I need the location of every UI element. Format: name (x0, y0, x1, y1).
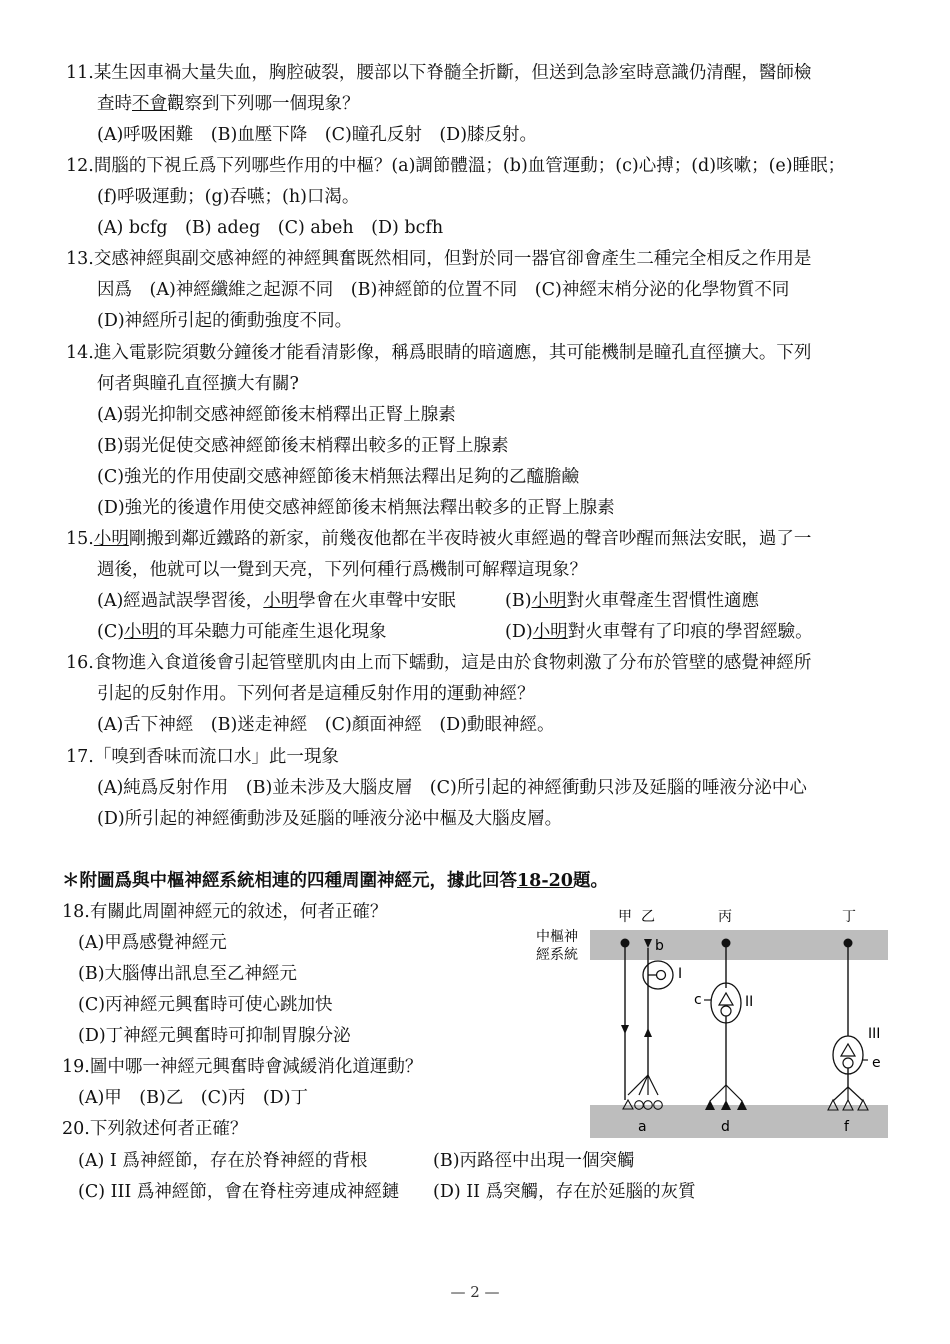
q20-option-b: (B)丙路徑中出現一個突觸 (433, 1151, 635, 1171)
q15-d-suffix: 對火車聲有了印痕的學習經驗。 (567, 622, 813, 642)
q18-option-c: (C)丙神經元興奮時可使心跳加快 (78, 995, 333, 1015)
q15-option-d (505, 621, 813, 643)
label-I: I (678, 966, 683, 982)
q15-d-prefix: (D) (505, 622, 533, 642)
q18-option-d: (D)丁神經元興奮時可抑制胃腺分泌 (78, 1026, 351, 1046)
q15-option-c (97, 621, 387, 643)
section-instruction (62, 870, 608, 892)
q11-line2 (97, 93, 360, 115)
q15-b-suffix: 對火車聲產生習慣性適應 (566, 591, 760, 611)
q15-line2: 週後，他就可以一覺到天亮，下列何種行爲機制可解釋這現象？ (97, 560, 587, 580)
q14-option-b: (B)弱光促使交感神經節後末梢釋出較多的正腎上腺素 (97, 436, 509, 456)
neuron-bing (704, 939, 747, 1111)
section-pre: ＊附圖爲與中樞神經系統相連的四種周圍神經元，據此回答 (62, 871, 517, 891)
neuron-yi (623, 939, 673, 1109)
neuron-jia (621, 939, 630, 1101)
q12-line1: 12.間腦的下視丘爲下列哪些作用的中樞？(a)調節體溫；(b)血管運動；(c)心搏；(d)咳嗽；(e)睡眠； (66, 156, 846, 176)
q13-line3: (D)神經所引起的衝動強度不同。 (97, 311, 353, 331)
neuron-ding (828, 939, 868, 1111)
q15-a-suffix: 學會在火車聲中安眠 (298, 591, 456, 611)
q11-text-b: 觀察到下列哪一個現象？ (167, 94, 360, 114)
q16-options: (A)舌下神經 (B)迷走神經 (C)顏面神經 (D)動眼神經。 (97, 715, 555, 735)
q15-d-name: 小明 (532, 622, 568, 642)
label-f: f (844, 1119, 849, 1135)
q15-b-prefix: (B) (505, 591, 532, 611)
q15-line1 (66, 528, 811, 550)
q15-c-name: 小明 (124, 622, 160, 642)
q17-line1: 17.「嗅到香味而流口水」此一現象 (66, 747, 339, 767)
q15-number: 15. (66, 529, 94, 549)
q18-option-b: (B)大腦傳出訊息至乙神經元 (78, 964, 298, 984)
q18-line1: 18.有關此周圍神經元的敘述，何者正確？ (62, 902, 388, 922)
label-a: a (638, 1119, 647, 1135)
q20-option-a: (A) I 爲神經節，存在於脊神經的背根 (78, 1151, 368, 1171)
q11-underlined: 不會 (132, 94, 167, 114)
q11-line1: 11.某生因車禍大量失血，胸腔破裂，腰部以下脊髓全折斷，但送到急診室時意識仍清醒，醫師檢 (66, 63, 812, 83)
page-number: — 2 — (450, 1283, 500, 1301)
label-III: III (868, 1026, 881, 1042)
q13-line2: 因爲 (A)神經纖維之起源不同 (B)神經節的位置不同 (C)神經末梢分泌的化學物質不同 (97, 280, 790, 300)
cns-label-line1: 中樞神 (536, 929, 578, 945)
q11-text-a: 查時 (97, 94, 132, 114)
label-b: b (655, 938, 664, 954)
q17-option-d: (D)所引起的神經衝動涉及延腦的唾液分泌中樞及大腦皮層。 (97, 809, 563, 829)
q13-line1: 13.交感神經與副交感神經的神經興奮既然相同，但對於同一器官卻會產生二種完全相反之作用是 (66, 249, 812, 269)
q19-options: (A)甲 (B)乙 (C)丙 (D)丁 (78, 1088, 309, 1108)
label-yi: 乙 (641, 909, 655, 925)
label-c: c (694, 992, 702, 1008)
q15-name: 小明 (93, 529, 129, 549)
label-d: d (721, 1119, 730, 1135)
q17-option-abc: (A)純爲反射作用 (B)並未涉及大腦皮層 (C)所引起的神經衝動只涉及延腦的唾液分泌中心 (97, 778, 807, 798)
section-post: 題。 (572, 871, 608, 891)
q14-line1: 14.進入電影院須數分鐘後才能看清影像，稱爲眼睛的暗適應，其可能機制是瞳孔直徑擴大。下列 (66, 343, 812, 363)
q15-a-name: 小明 (263, 591, 299, 611)
q12-options: (A) bcfg (B) adeg (C) abeh (D) bcfh (97, 218, 444, 238)
label-e: e (872, 1055, 881, 1071)
q20-option-d: (D) II 爲突觸，存在於延腦的灰質 (433, 1182, 696, 1202)
cns-label-line2: 經系統 (536, 947, 578, 963)
q19-line1: 19.圖中哪一神經元興奮時會減緩消化道運動？ (62, 1057, 423, 1077)
q12-line2: (f)呼吸運動；(g)吞嚥；(h)口渴。 (97, 187, 360, 207)
q16-line2: 引起的反射作用。下列何者是這種反射作用的運動神經？ (97, 684, 535, 704)
label-II: II (745, 994, 754, 1010)
label-ding: 丁 (842, 909, 856, 925)
q14-line2: 何者與瞳孔直徑擴大有關? (97, 374, 299, 394)
section-range: 18-20 (517, 871, 573, 891)
q15-text: 剛搬到鄰近鐵路的新家，前幾夜他都在半夜時被火車經過的聲音吵醒而無法安眠，過了一 (128, 529, 812, 549)
q15-option-a (97, 590, 456, 612)
label-jia: 甲 (618, 909, 632, 925)
cns-band (590, 930, 888, 960)
q20-option-c: (C) III 爲神經節，會在脊柱旁連成神經鏈 (78, 1182, 400, 1202)
neuron-figure (532, 905, 892, 1145)
q15-c-suffix: 的耳朵聽力可能產生退化現象 (159, 622, 387, 642)
q18-option-a: (A)甲爲感覺神經元 (78, 933, 227, 953)
q15-b-name: 小明 (531, 591, 567, 611)
q15-a-prefix: (A)經過試誤學習後， (97, 591, 264, 611)
q20-line1: 20.下列敘述何者正確？ (62, 1119, 248, 1139)
q14-option-c: (C)強光的作用使副交感神經節後末梢無法釋出足夠的乙醯膽鹼 (97, 467, 580, 487)
q11-options: (A)呼吸困難 (B)血壓下降 (C)瞳孔反射 (D)膝反射。 (97, 125, 538, 145)
label-bing: 丙 (718, 909, 732, 925)
q14-option-a: (A)弱光抑制交感神經節後末梢釋出正腎上腺素 (97, 405, 456, 425)
q15-option-b (505, 590, 759, 612)
q16-line1: 16.食物進入食道後會引起管壁肌肉由上而下蠕動，這是由於食物刺激了分布於管壁的感覺神經所 (66, 653, 812, 673)
q14-option-d: (D)強光的後遺作用使交感神經節後末梢無法釋出較多的正腎上腺素 (97, 498, 615, 518)
q15-c-prefix: (C) (97, 622, 125, 642)
